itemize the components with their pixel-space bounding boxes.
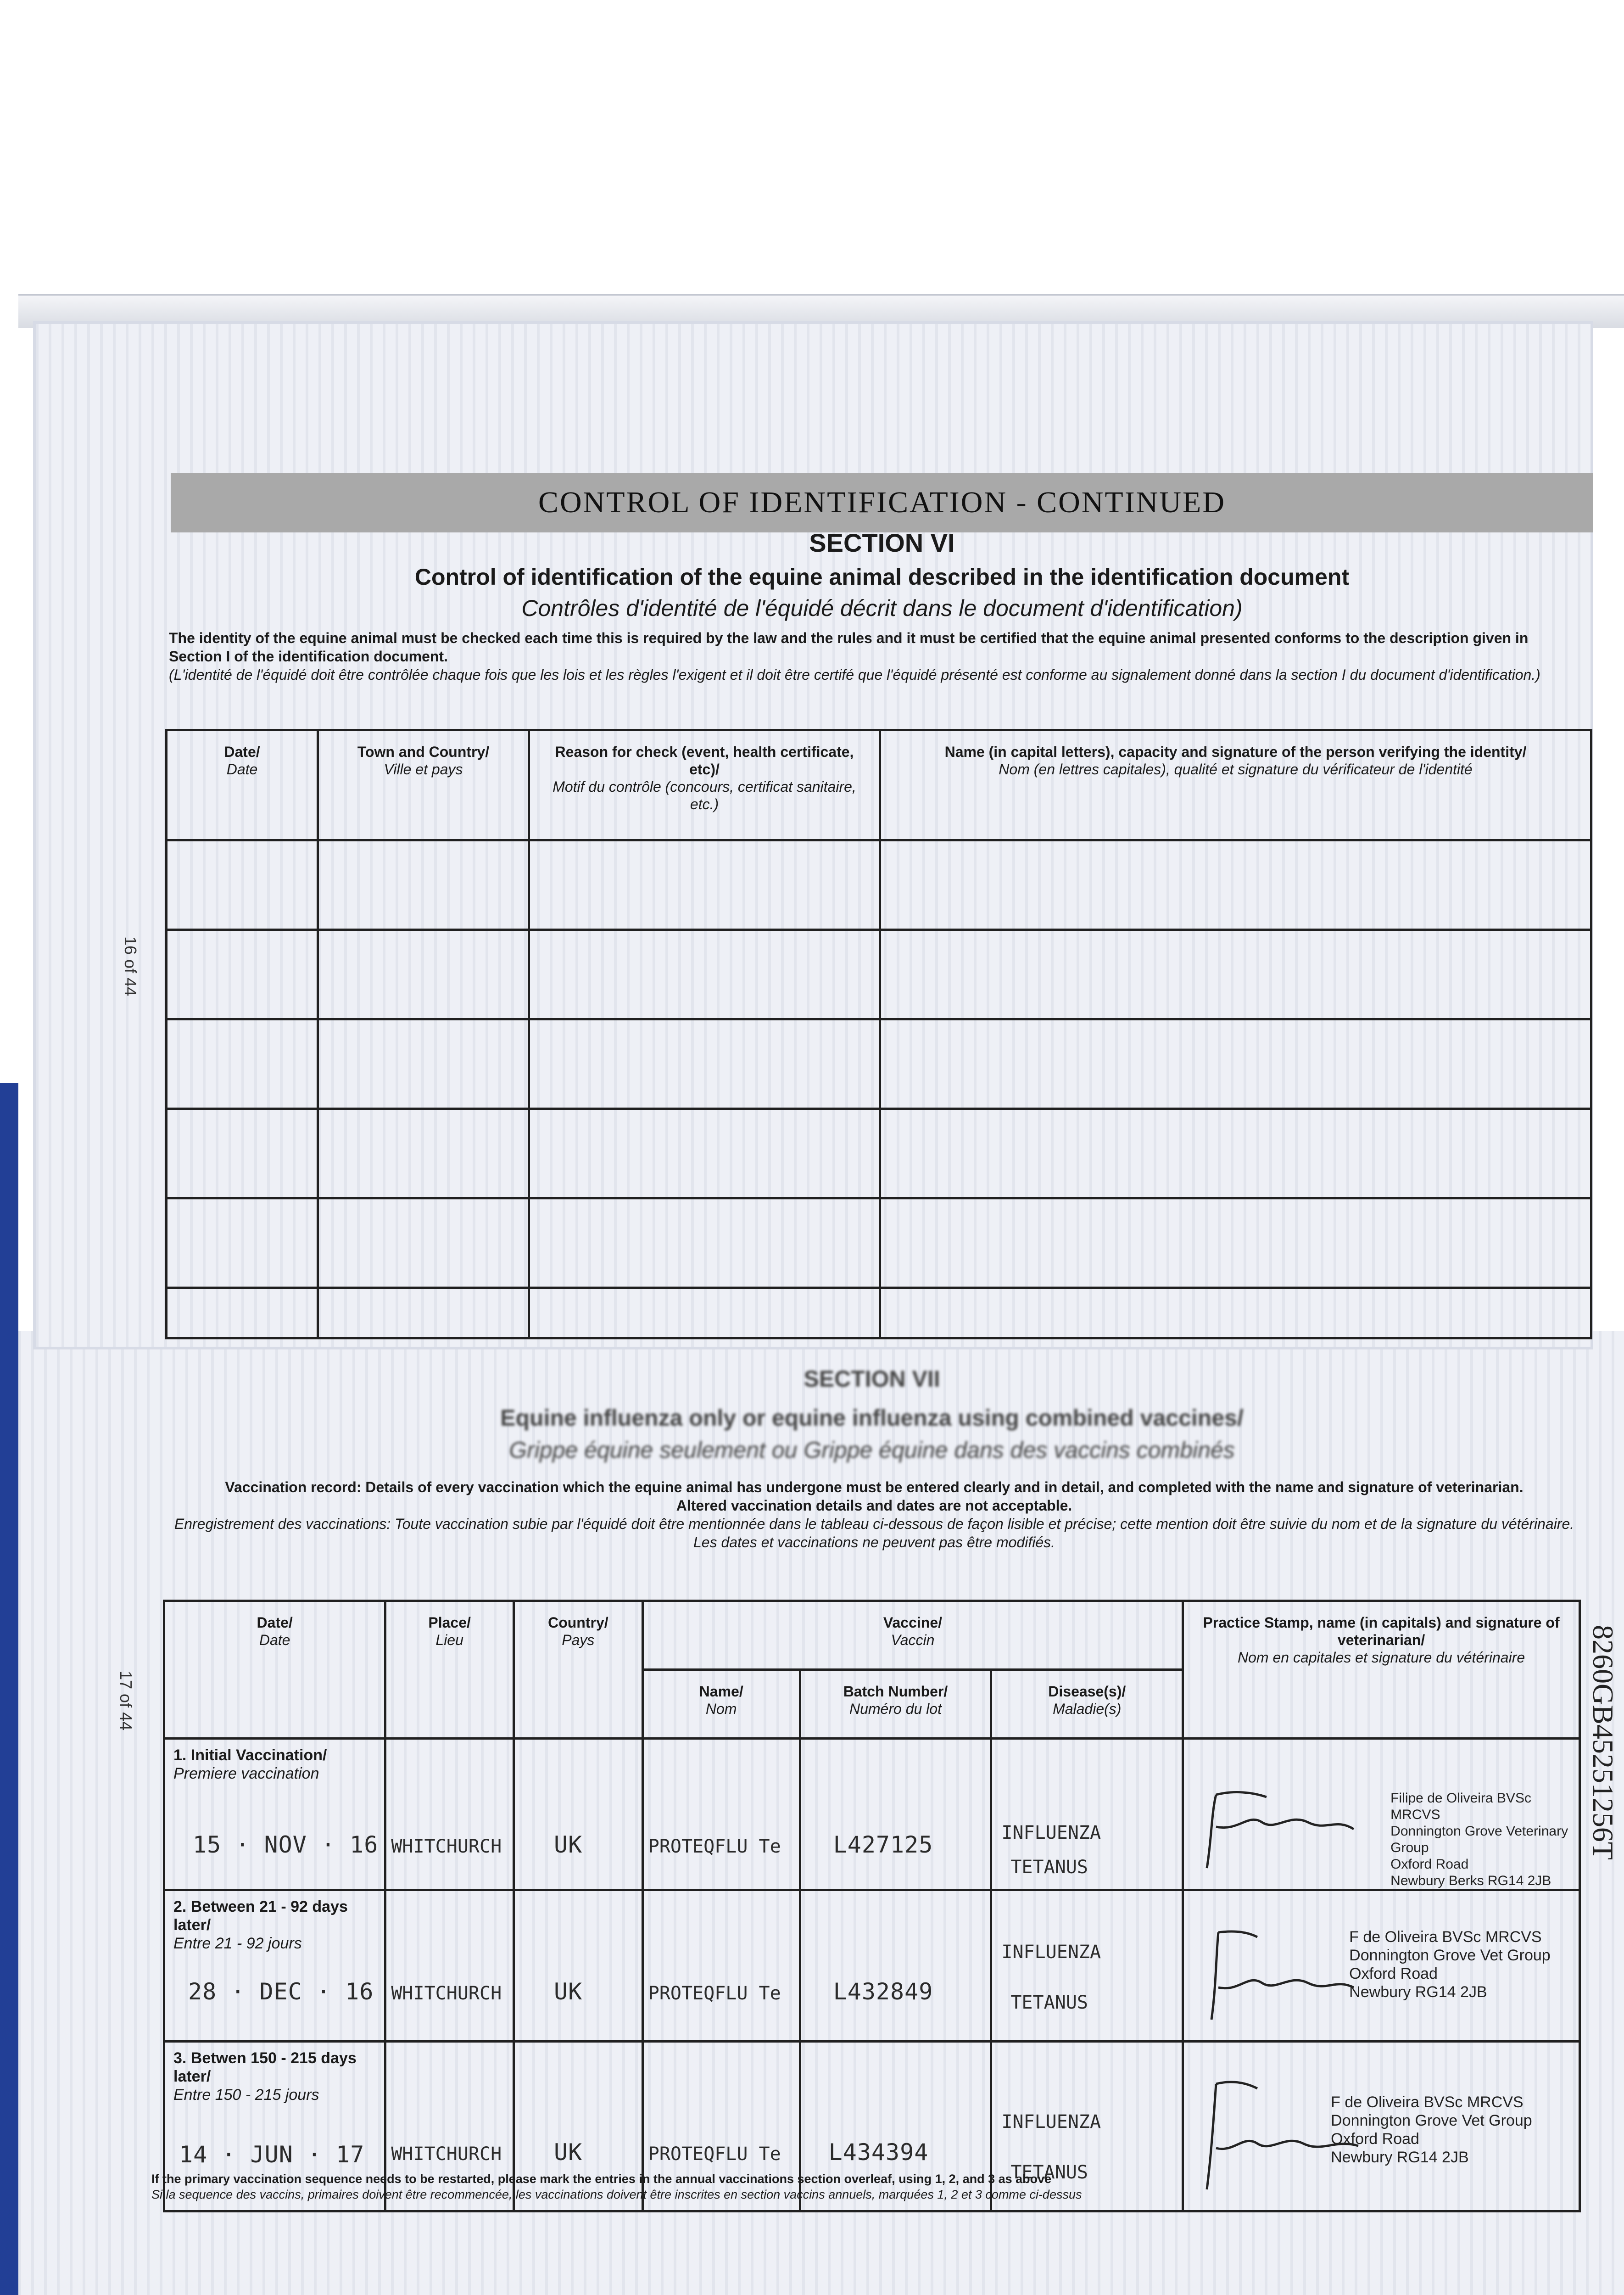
vaccine-name: PROTEQFLU Te [648, 1983, 781, 2004]
section-vi-title-fr: Contrôles d'identité de l'équidé décrit dans le document d'identification) [521, 595, 1243, 621]
table-row [167, 1109, 1591, 1198]
table-row: 3. Betwen 150 - 215 days later/ Entre 150 - 215 jours 14 · JUN · 17 WHITCHURCH UK PROTEQFLU Te L434394 INFLUENZA TETANUS F de Oliveira BVSc MRCVS Donnington Grove Vet Group Oxford Road Newbury RG14 2JB [164, 2042, 1580, 2211]
col-practice-stamp: Practice Stamp, name (in capitals) and signature of veterinarian/ Nom en capitales et signature du vétérinaire [1183, 1601, 1580, 1739]
page-number-17: 17 of 44 [117, 1671, 135, 1731]
vaccination-place: WHITCHURCH [391, 1836, 502, 1857]
vaccination-date: 15 · NOV · 16 [193, 1831, 379, 1858]
section-vii-title-fr: Grippe équine seulement ou Grippe équine dans des vaccins combinés [509, 1437, 1235, 1463]
section-vi-title-en: Control of identification of the equine animal described in the identification document [414, 564, 1350, 590]
section-vii-heading: SECTION VII [804, 1366, 940, 1392]
col-verifier: Name (in capital letters), capacity and signature of the person verifying the identity/ Nom (en lettres capitales), qualité et signature du vérificateur de l'identité [880, 730, 1591, 840]
vaccination-date: 28 · DEC · 16 [188, 1978, 374, 2005]
vaccine-name: PROTEQFLU Te [648, 2144, 781, 2165]
vaccination-table [163, 1600, 1581, 2212]
disease-2: TETANUS [1010, 2162, 1088, 2183]
col-disease: Disease(s)/ Maladie(s) [991, 1670, 1183, 1739]
col-reason: Reason for check (event, health certificate, etc)/ Motif du contrôle (concours, certificat sanitaire, etc.) [529, 730, 880, 840]
col-date: Date/ Date [167, 730, 318, 840]
col-place: Place/ Lieu [385, 1601, 514, 1739]
practice-stamp: F de Oliveira BVSc MRCVS Donnington Grove Vet Group Oxford Road Newbury RG14 2JB [1349, 1928, 1551, 2001]
disease-2: TETANUS [1010, 1857, 1088, 1878]
section-vii-title-en: Equine influenza only or equine influenza using combined vaccines/ [500, 1405, 1244, 1431]
section-banner: CONTROL OF IDENTIFICATION - CONTINUED [171, 473, 1593, 532]
col-date: Date/ Date [164, 1601, 385, 1739]
section-vi-intro: The identity of the equine animal must be checked each time this is required by the law and the rules and it must be certified that the equine animal presented conforms to the description given in Section I of the identification document. (L'identité de l'équidé doit être contrôlée chaque fois que les lois et les règles l'exigent et il doit être certifé que l'équidé présenté est conforme au signalement donné dans la section I du document d'identification.) [169, 630, 1540, 683]
col-town: Town and Country/ Ville et pays [318, 730, 529, 840]
identification-checks-table [165, 729, 1592, 1339]
vaccination-place: WHITCHURCH [391, 2144, 502, 2165]
passport-cover-edge [0, 1083, 18, 2295]
passport-document-number: 8260GB45251256T [1587, 1625, 1619, 1860]
veterinarian-signature-icon [1198, 1786, 1363, 1877]
table-row: 1. Initial Vaccination/ Premiere vaccination 15 · NOV · 16 WHITCHURCH UK PROTEQFLU Te L427125 INFLUENZA TETANUS Filipe de Oliveira BVSc MRCVS Donnington Grove Veterinary Group Oxford Road Newbury Berks RG14 2JB [164, 1739, 1580, 1890]
batch-number: L434394 [828, 2139, 929, 2166]
disease-1: INFLUENZA [1001, 1942, 1101, 1963]
disease-1: INFLUENZA [1001, 2111, 1101, 2133]
vaccination-country: UK [553, 1831, 583, 1858]
batch-number: L427125 [833, 1831, 933, 1858]
table-row: 2. Between 21 - 92 days later/ Entre 21 - 92 jours 28 · DEC · 16 WHITCHURCH UK PROTEQFLU Te L432849 INFLUENZA TETANUS F de Oliveira BVSc MRCVS Donnington Grove Vet Group Oxford Road Newbury RG14 2JB [164, 1890, 1580, 2042]
section-vi-heading: SECTION VI [809, 528, 955, 557]
table-row [167, 1288, 1591, 1338]
vaccination-country: UK [553, 1978, 583, 2005]
vaccination-country: UK [553, 2139, 583, 2166]
disease-2: TETANUS [1010, 1992, 1088, 2013]
vaccination-footnote: If the primary vaccination sequence needs to be restarted, please mark the entries in the annual vaccinations section overleaf, using 1, 2, and 3 as above Si la sequence des vaccins, primaires doivent être recommencée, les vaccinations doivent être inscrites en section vaccins annuels, marquées 1, 2 et 3 comme ci-dessus [151, 2172, 1082, 2201]
table-row [167, 1198, 1591, 1288]
vaccination-place: WHITCHURCH [391, 1983, 502, 2004]
practice-stamp: F de Oliveira BVSc MRCVS Donnington Grove Vet Group Oxford Road Newbury RG14 2JB [1331, 2093, 1532, 2166]
section-vii-intro: Vaccination record: Details of every vaccination which the equine animal has undergone must be entered clearly and in detail, and completed with the name and signature of veterinarian. Altered vaccination details and dates are not acceptable. Enregistrement des vaccinations: Toute vaccination subie par l'équidé doit être mentionnée dans le tableau ci-dessous de façon lisible et précise; cette mention doit être suivie du nom et de la signature du vétérinaire. Les dates et vaccinations ne peuvent pas être modifiés. [174, 1479, 1574, 1551]
table-row [167, 1019, 1591, 1109]
practice-stamp: Filipe de Oliveira BVSc MRCVS Donnington Grove Veterinary Group Oxford Road Newbury Berks RG14 2JB [1390, 1791, 1568, 1888]
disease-1: INFLUENZA [1001, 1822, 1101, 1843]
vaccine-name: PROTEQFLU Te [648, 1836, 781, 1857]
vaccination-date: 14 · JUN · 17 [179, 2141, 365, 2168]
batch-number: L432849 [833, 1978, 933, 2005]
page-number-16: 16 of 44 [121, 936, 140, 996]
veterinarian-signature-icon [1198, 1919, 1363, 2029]
col-vaccine: Vaccine/ Vaccin [642, 1601, 1183, 1670]
col-vaccine-name: Name/ Nom [642, 1670, 800, 1739]
table-row [167, 840, 1591, 930]
col-batch-number: Batch Number/ Numéro du lot [800, 1670, 991, 1739]
col-country: Country/ Pays [513, 1601, 642, 1739]
table-row [167, 930, 1591, 1019]
